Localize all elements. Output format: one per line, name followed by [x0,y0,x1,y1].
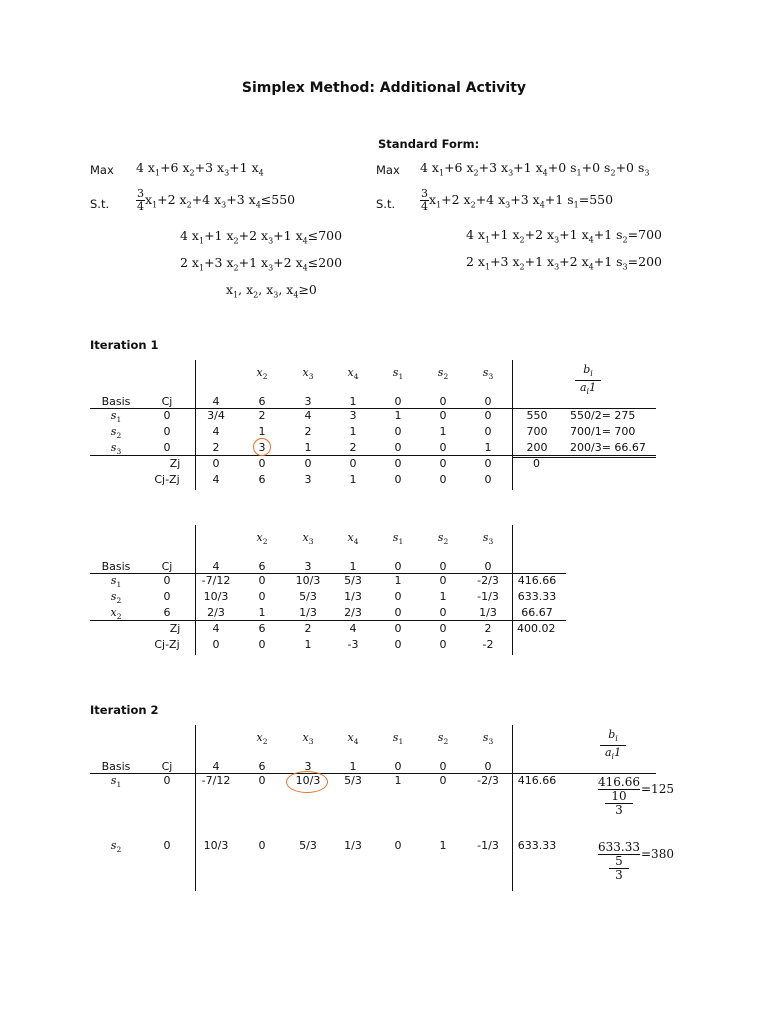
row-rhs: 416.66 [517,574,557,587]
col-header-x3: $x_3$ [302,531,314,547]
row-cj: 0 [163,425,171,438]
col-header-s3: $s_3$ [482,531,494,547]
row-cj: 0 [163,574,171,587]
row-rhs: 633.33 [517,590,557,603]
max-label-right: Max [376,163,400,177]
table-divider-right [512,525,513,655]
cj-value: 0 [439,760,447,773]
row-rhs: 66.67 [521,606,553,619]
row-value: 0 [484,425,492,438]
cj-value: 3 [304,760,312,773]
cjzj-value: 0 [439,473,447,486]
cj-value: 6 [258,760,266,773]
row-value: -2/3 [477,574,499,587]
row-value: 5/3 [344,774,362,787]
col-header-x4: $x_4$ [347,366,359,382]
row-value: 0 [258,839,266,852]
table-divider-right [512,360,513,490]
row-value: 10/3 [203,839,229,852]
row-ratio: 700/1= 700 [570,425,636,438]
zj-label: Zj [169,622,181,635]
row-value: 10/3 [203,590,229,603]
row-value: -1/3 [477,839,499,852]
constraint2-left: 4 $x_1+1$ $x_2+2$ $x_3+1$ $x_4\le 700$ [180,228,343,246]
row-value: 0 [439,409,447,422]
cjzj-value: -3 [347,638,359,651]
row-value: 0 [258,590,266,603]
cj-value: 4 [212,560,220,573]
ratio-result: =125 [641,782,674,796]
row-cj: 0 [163,839,171,852]
col-header-s2: $s_2$ [437,531,449,547]
cj-value: 0 [439,560,447,573]
constraint3-right: 2 $x_1+3$ $x_2+1$ $x_3+2$ $x_4+1$ $s_3=200$ [466,254,662,272]
basis-s1: $s_1$ [110,774,122,790]
objective-right: 4 $x_1+6$ $x_2+3$ $x_3+1$ $x_4+0$ $s_1+0$ $s_2+0$ $s_3$ [420,160,650,178]
row-value: 2 [304,425,312,438]
col-header-s1: $s_1$ [392,366,404,382]
cjzj-label: Cj-Zj [154,638,180,651]
row-value: 1/3 [344,590,362,603]
cj-value: 0 [484,560,492,573]
cj-header: Cj [161,760,173,773]
zj-value: 0 [439,622,447,635]
zj-line [90,620,566,621]
row-rhs: 416.66 [517,774,557,787]
cjzj-value: 0 [394,473,402,486]
col-header-x2: $x_2$ [256,366,268,382]
zj-value: 0 [212,457,220,470]
cj-value: 0 [394,395,402,408]
ratio-header: $b_i$ $a_i1$ [600,728,626,763]
cj-value: 3 [304,560,312,573]
zj-value: 0 [258,457,266,470]
row-value: 1 [439,590,447,603]
zj-label: Zj [169,457,181,470]
basis-header: Basis [101,560,131,573]
row-cj: 0 [163,590,171,603]
col-header-s3: $s_3$ [482,366,494,382]
row-ratio: 550/2= 275 [570,409,636,422]
st-label-right: S.t. [376,197,396,211]
zj-value: 2 [484,622,492,635]
basis-s3: $s_3$ [110,441,122,457]
cjzj-value: 6 [258,473,266,486]
row-value: -1/3 [477,590,499,603]
row-cj: 0 [163,774,171,787]
row-rhs: 633.33 [517,839,557,852]
zj-line [90,455,656,456]
objective-left: 4 $x_1+6$ $x_2+3$ $x_3+1$ $x_4$ [136,160,264,178]
row-value: 1 [439,839,447,852]
row-value: 5/3 [299,590,317,603]
cjzj-value: 4 [212,473,220,486]
zj-value: 0 [349,457,357,470]
col-header-x4: $x_4$ [347,531,359,547]
cj-header: Cj [161,560,173,573]
row-value: 10/3 [295,774,321,787]
col-header-x2: $x_2$ [256,531,268,547]
row-value: 1 [394,409,402,422]
row-value: 0 [394,606,402,619]
row-value: 1 [394,774,402,787]
row-rhs: 550 [526,409,548,422]
row-value: 1 [349,425,357,438]
zj-value: 4 [212,622,220,635]
row-value: 2 [349,441,357,454]
cj-value: 0 [484,395,492,408]
cjzj-value: 0 [394,638,402,651]
zj-value: 0 [394,622,402,635]
row-cj: 6 [163,606,171,619]
row-value: 1 [258,606,266,619]
row-value: -7/12 [201,774,231,787]
cjzj-label: Cj-Zj [154,473,180,486]
row-value: 0 [439,774,447,787]
row-value: 1 [394,574,402,587]
basis-s1: $s_1$ [110,409,122,425]
cj-value: 1 [349,395,357,408]
cj-value: 1 [349,560,357,573]
col-header-x4: $x_4$ [347,731,359,747]
row-value: 1/3 [479,606,497,619]
constraint1-left: $\frac{3}{4}$ $x_1+2$ $x_2+4$ $x_3+3$ $x_4\le 550$ [137,187,296,213]
pivot-circle-1 [253,438,271,456]
row-value: 0 [439,441,447,454]
cj-value: 0 [439,395,447,408]
col-header-s2: $s_2$ [437,731,449,747]
row-value: 2 [258,409,266,422]
row-value: 0 [439,606,447,619]
zj-value: 6 [258,622,266,635]
zj-value: 0 [304,457,312,470]
st-label-left: S.t. [90,197,110,211]
row-ratio: 416.66 $\frac{10}{3}$ [598,775,640,817]
cjzj-value: -2 [482,638,494,651]
row-value: 2 [212,441,220,454]
cj-value: 4 [212,395,220,408]
col-header-s2: $s_2$ [437,366,449,382]
row-value: 1/3 [299,606,317,619]
col-header-s1: $s_1$ [392,531,404,547]
row-value: 0 [394,441,402,454]
table-divider-left [195,725,196,891]
cjzj-value: 1 [304,638,312,651]
row-value: 0 [439,574,447,587]
pivot-circle-2 [286,771,328,793]
cj-value: 0 [394,560,402,573]
row-rhs: 200 [526,441,548,454]
ratio-result: =380 [641,847,674,861]
row-value: 4 [304,409,312,422]
row-value: 2/3 [344,606,362,619]
row-value: 0 [258,774,266,787]
cj-value: 0 [394,760,402,773]
row-value: 5/3 [344,574,362,587]
basis-x2: $x_2$ [110,606,122,622]
row-value: 0 [394,590,402,603]
basis-header: Basis [101,760,131,773]
row-value: 1 [304,441,312,454]
row-ratio: 633.33 $\frac{5}{3}$ [598,840,640,882]
cj-value: 0 [484,760,492,773]
col-header-x3: $x_3$ [302,366,314,382]
row-value: 10/3 [295,574,321,587]
col-header-x3: $x_3$ [302,731,314,747]
zj-value: 2 [304,622,312,635]
row-value: 1 [439,425,447,438]
standard-form-label: Standard Form: [378,137,480,151]
row-value: 2/3 [207,606,225,619]
basis-header: Basis [101,395,131,408]
cj-value: 6 [258,395,266,408]
basis-s1: $s_1$ [110,574,122,590]
table-divider-left [195,525,196,655]
page-title: Simplex Method: Additional Activity [241,80,527,96]
row-value: 0 [484,409,492,422]
col-header-s3: $s_3$ [482,731,494,747]
rhs-line [512,457,656,458]
cjzj-value: 0 [439,638,447,651]
table-divider-left [195,360,196,490]
col-header-x2: $x_2$ [256,731,268,747]
zj-value: 0 [394,457,402,470]
table-divider-right [512,725,513,891]
zj-value: 4 [349,622,357,635]
basis-s2: $s_2$ [110,425,122,441]
row-value: 0 [258,574,266,587]
cjzj-value: 1 [349,473,357,486]
zj-rhs: 0 [533,457,540,470]
constraint3-left: 2 $x_1+3$ $x_2+1$ $x_3+2$ $x_4\le 200$ [180,255,343,273]
cjzj-value: 0 [258,638,266,651]
row-value: 0 [394,839,402,852]
cj-value: 6 [258,560,266,573]
row-value: 1 [484,441,492,454]
basis-s2: $s_2$ [110,839,122,855]
row-value: 1 [258,425,266,438]
row-value: 0 [394,425,402,438]
cj-value: 4 [212,760,220,773]
row-value: 5/3 [299,839,317,852]
row-value: 3/4 [207,409,225,422]
col-header-s1: $s_1$ [392,731,404,747]
ratio-top-line [512,773,655,774]
row-cj: 0 [163,409,171,422]
constraint1-right: $\frac{3}{4}$ $x_1+2$ $x_2+4$ $x_3+3$ $x_4+1$ $s_1=550$ [421,187,614,213]
nonnegativity: $x_1$, $x_2$, $x_3$, $x_4\ge 0$ [226,282,317,300]
iteration2-label: Iteration 2 [90,703,159,717]
row-rhs: 700 [526,425,548,438]
row-ratio: 200/3= 66.67 [570,441,646,454]
row-value: 3 [349,409,357,422]
row-cj: 0 [163,441,171,454]
iteration1-label: Iteration 1 [90,338,159,352]
cjzj-value: 3 [304,473,312,486]
cj-value: 3 [304,395,312,408]
row-value: 3 [258,441,266,454]
row-value: 1/3 [344,839,362,852]
cjzj-value: 0 [484,473,492,486]
cjzj-value: 0 [212,638,220,651]
constraint2-right: 4 $x_1+1$ $x_2+2$ $x_3+1$ $x_4+1$ $s_2=700$ [466,227,662,245]
basis-s2: $s_2$ [110,590,122,606]
cj-value: 1 [349,760,357,773]
zj-value: 0 [484,457,492,470]
row-value: -7/12 [201,574,231,587]
zj-rhs: 400.02 [517,622,556,635]
max-label-left: Max [90,163,114,177]
row-value: 4 [212,425,220,438]
cj-header: Cj [161,395,173,408]
row-value: -2/3 [477,774,499,787]
zj-value: 0 [439,457,447,470]
ratio-header: $b_i$ $a_i1$ [575,363,601,398]
